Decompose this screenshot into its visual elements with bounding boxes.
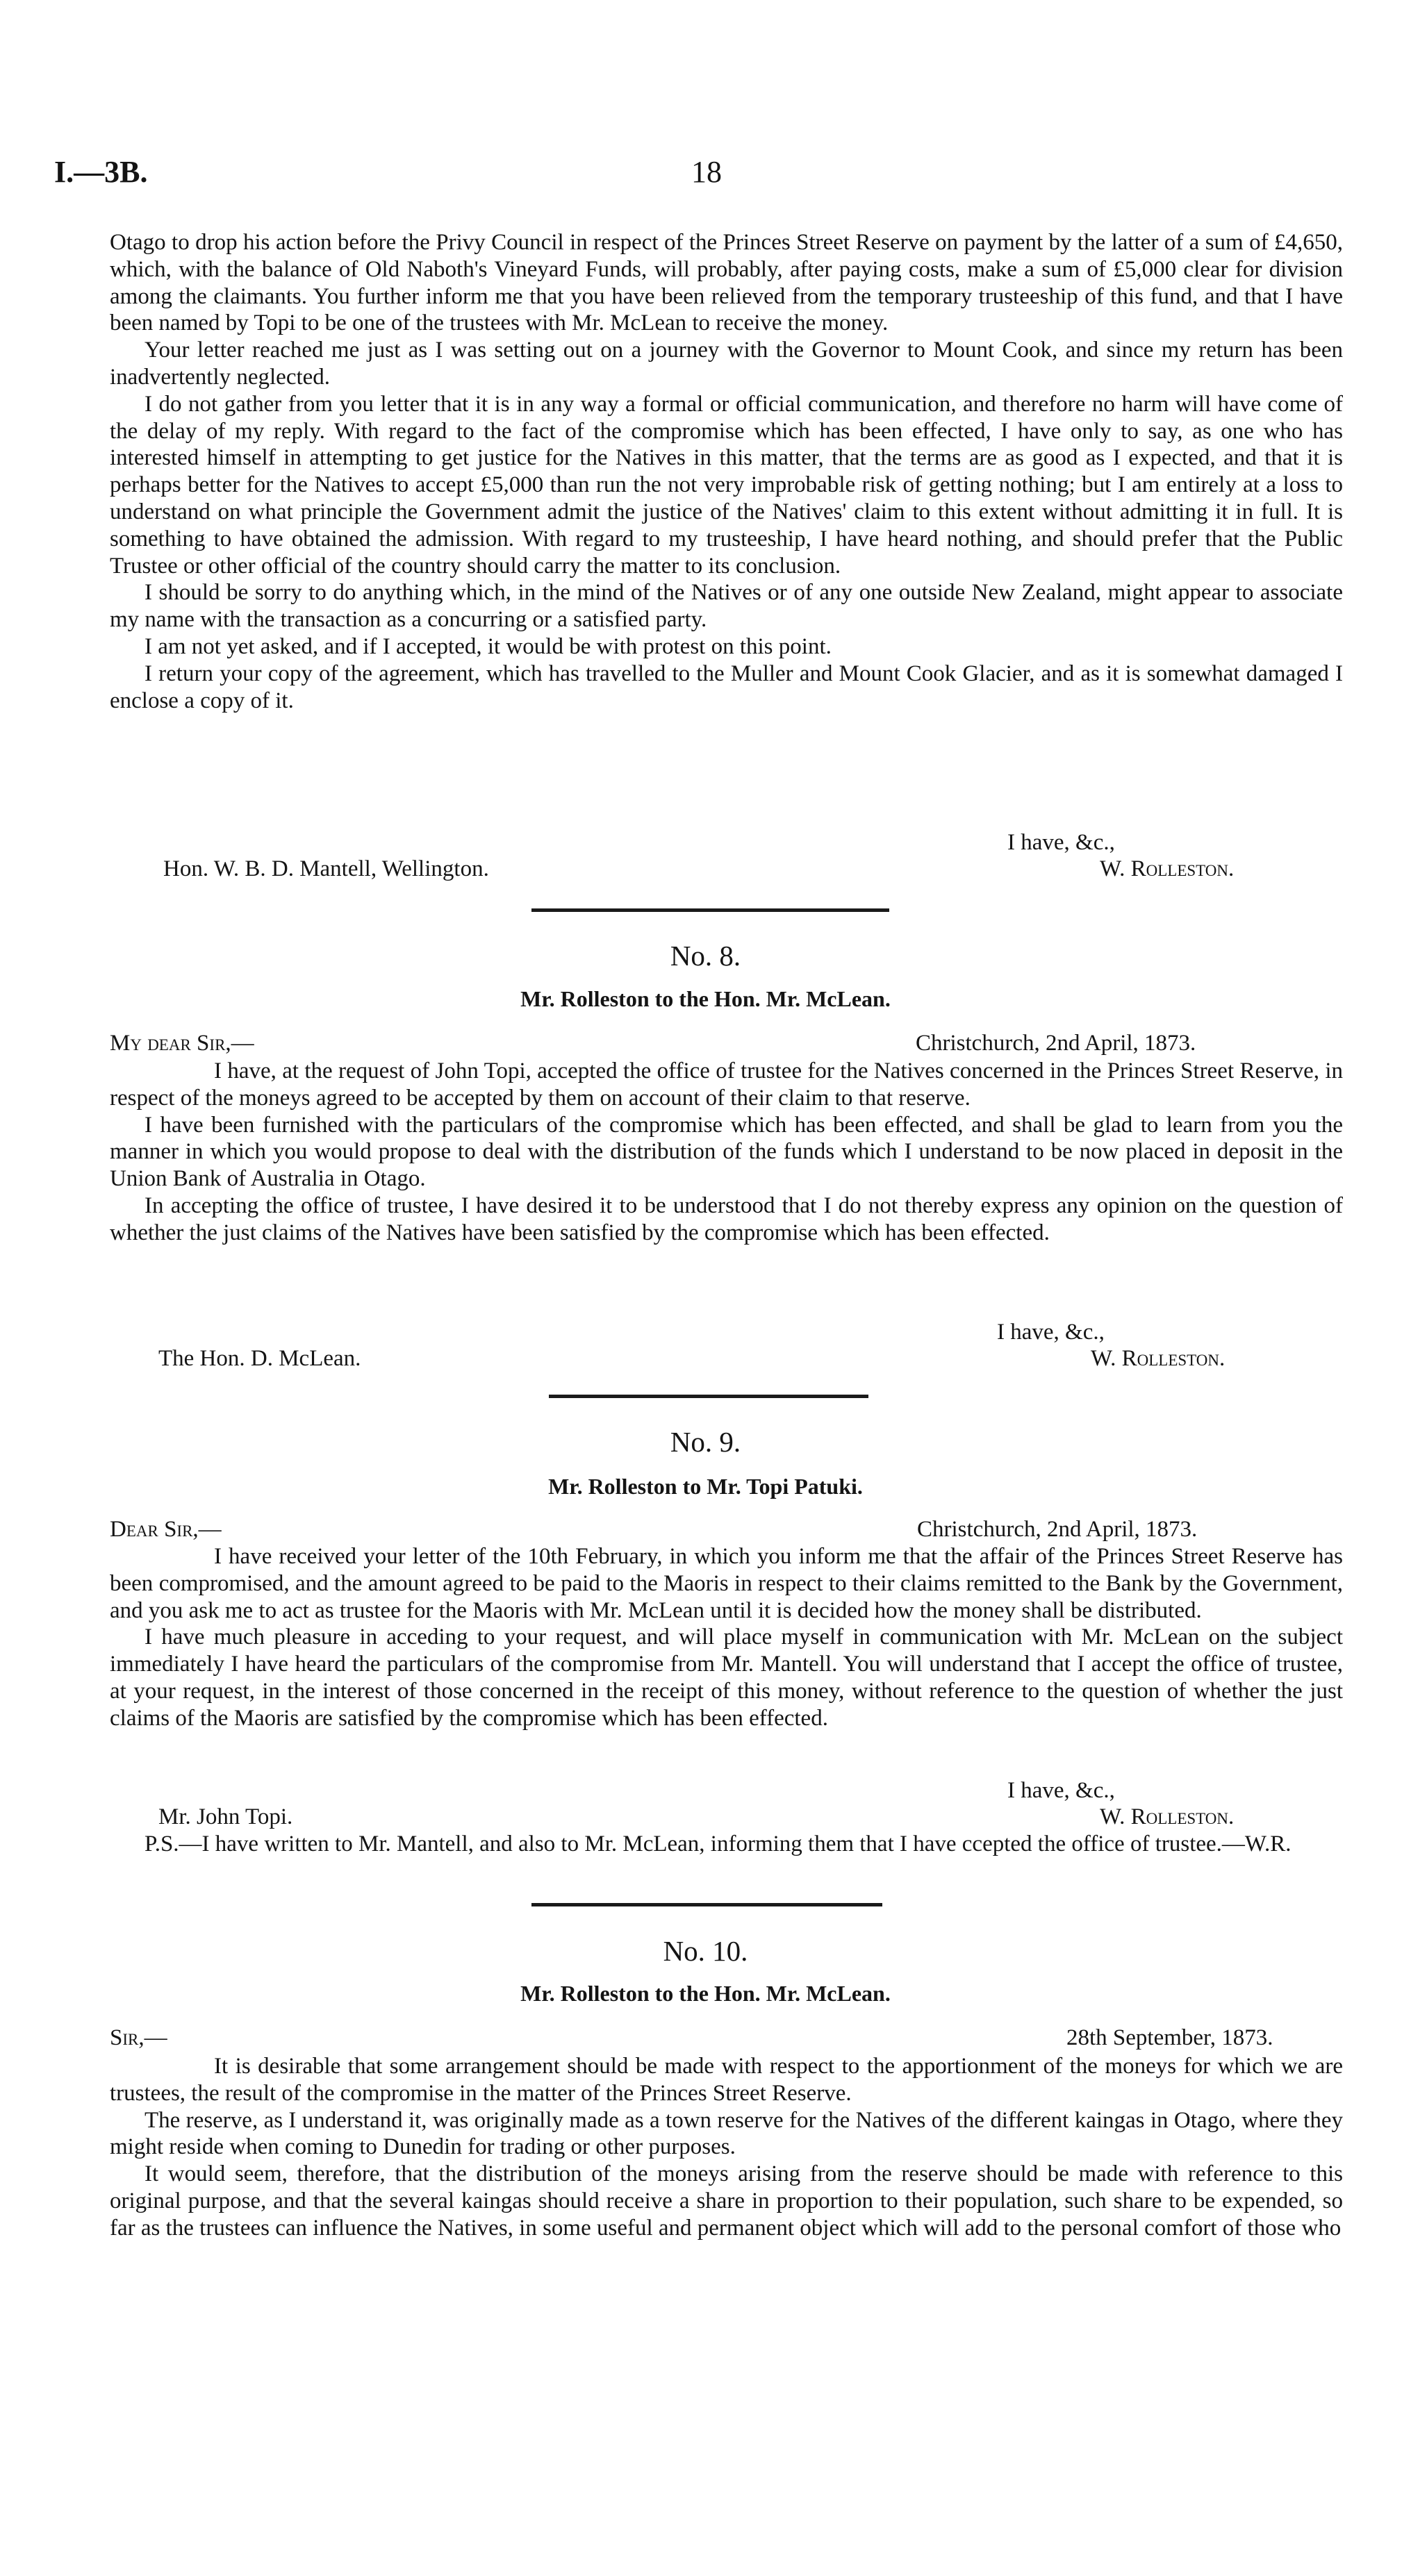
place-date: Christchurch, 2nd April, 1873. xyxy=(917,1517,1198,1542)
paragraph: P.S.—I have written to Mr. Mantell, and also to Mr. McLean, informing them that I have ccepted the office of trustee.—W.R. xyxy=(145,1831,1292,1856)
salutation: Sir,— xyxy=(110,2025,167,2050)
signature: W. Rolleston. xyxy=(1100,856,1235,881)
closing: I have, &c., xyxy=(1007,1778,1115,1803)
place-date: Christchurch, 2nd April, 1873. xyxy=(916,1031,1196,1056)
section-divider xyxy=(531,1903,882,1906)
salutation: My dear Sir,— xyxy=(110,1031,254,1056)
letter-9-body xyxy=(110,1543,1343,1732)
salutation: Dear Sir,— xyxy=(110,1517,222,1542)
signature: W. Rolleston. xyxy=(1100,1804,1235,1829)
letter-number: No. 9. xyxy=(670,1426,741,1458)
closing: I have, &c., xyxy=(997,1320,1105,1345)
recipient: Hon. W. B. D. Mantell, Wellington. xyxy=(163,856,489,881)
letter-date: 28th September, 1873. xyxy=(1066,2025,1273,2050)
closing: I have, &c., xyxy=(1007,830,1115,855)
page-number: 18 xyxy=(691,155,722,189)
paragraph: It would seem, therefore, that the distribution of the moneys arising from the reserve should be made with reference to this original purpose, and that the several kaingas should receive a share in proportion to their population, such share to be expended, so far as the trustees can influence the Natives, in some useful and permanent object which will add to the personal comfort of those who xyxy=(110,2161,1343,2241)
letter-8-body xyxy=(110,1058,1343,1247)
letter-title: Mr. Rolleston to the Hon. Mr. McLean. xyxy=(520,1981,891,2006)
letter-10-body xyxy=(110,2053,1343,2242)
recipient: The Hon. D. McLean. xyxy=(158,1346,361,1371)
paragraph: I have, at the request of John Topi, accepted the office of trustee for the Natives concerned in the Princes Street Reserve, in respect of the moneys agreed to be accepted by them on account of their claim to that reserve. xyxy=(110,1058,1343,1111)
paragraph: I do not gather from you letter that it is in any way a formal or official communication, and therefore no harm will have come of the delay of my reply. With regard to the fact of the compromise which has been effected, I have only to say, as one who has interested himself in attempting to get justice for the Natives in this matter, that the terms are as good as I expected, and that it is perhaps better for the Natives to accept £5,000 than run the not very improbable risk of getting nothing; but I am entirely at a loss to understand on what principle the Government admit the justice of the Natives' claim to this extent without admitting it in full. It is something to have obtained the admission. With regard to my trusteeship, I have heard nothing, and should prefer that the Public Trustee or other official of the country should carry the matter to its conclusion. xyxy=(110,391,1343,579)
paragraph: I am not yet asked, and if I accepted, it would be with protest on this point. xyxy=(145,633,832,659)
paragraph: I have been furnished with the particulars of the compromise which has been effected, and shall be glad to learn from you the manner in which you would propose to deal with the distribution of the funds which I understand to be now placed in deposit in the Union Bank of Australia in Otago. xyxy=(110,1112,1343,1192)
section-divider xyxy=(531,908,889,912)
paragraph: Your letter reached me just as I was setting out on a journey with the Governor to Mount Cook, and since my return has been inadvertently neglected. xyxy=(110,338,1343,390)
paragraph: It is desirable that some arrangement should be made with respect to the apportionment of the moneys for which we are trustees, the result of the compromise in the matter of the Princes Street Reserve. xyxy=(110,2054,1343,2106)
section-divider xyxy=(549,1395,868,1398)
paragraph: I have much pleasure in acceding to your request, and will place myself in communication with Mr. McLean on the subject immediately I have heard the particulars of the compromise from Mr. Mantell. You will understand that I accept the office of trustee, at your request, in the interest of those concerned in the receipt of this money, without reference to the question of whether the just claims of the Maoris are satisfied by the compromise which has been effected. xyxy=(110,1624,1343,1731)
letter-7-body xyxy=(110,229,1343,714)
signature: W. Rolleston. xyxy=(1091,1346,1226,1371)
paragraph: I return your copy of the agreement, which has travelled to the Muller and Mount Cook Glacier, and as it is somewhat damaged I enclose a copy of it. xyxy=(110,660,1343,713)
postscript xyxy=(110,1831,1343,1858)
paragraph: Otago to drop his action before the Privy Council in respect of the Princes Street Reserve on payment by the latter of a sum of £4,650, which, with the balance of Old Naboth's Vineyard Funds, will probably, after paying costs, make a sum of £5,000 clear for division among the claimants. You further inform me that you have been relieved from the temporary trusteeship of this fund, and that I have been named by Topi to be one of the trustees with Mr. McLean to receive the money. xyxy=(110,230,1343,336)
paragraph: I should be sorry to do anything which, in the mind of the Natives or of any one outside New Zealand, might appear to associate my name with the transaction as a concurring or a satisfied party. xyxy=(110,580,1343,633)
letter-number: No. 8. xyxy=(670,940,741,972)
document-reference: I.—3B. xyxy=(54,155,148,189)
recipient: Mr. John Topi. xyxy=(158,1804,293,1829)
letter-title: Mr. Rolleston to Mr. Topi Patuki. xyxy=(548,1474,863,1499)
letter-title: Mr. Rolleston to the Hon. Mr. McLean. xyxy=(520,986,891,1011)
paragraph: I have received your letter of the 10th February, in which you inform me that the affair of the Princes Street Reserve has been compromised, and the amount agreed to be paid to the Maoris in respect to their claims remitted to the Bank by the Government, and you ask me to act as trustee for the Maoris with Mr. McLean until it is decided how the money shall be distributed. xyxy=(110,1544,1343,1623)
letter-number: No. 10. xyxy=(663,1935,748,1967)
paragraph: The reserve, as I understand it, was originally made as a town reserve for the Natives of the different kaingas in Otago, where they might reside when coming to Dunedin for trading or other purposes. xyxy=(110,2107,1343,2160)
paragraph: In accepting the office of trustee, I have desired it to be understood that I do not thereby express any opinion on the question of whether the just claims of the Natives have been satisfied by the compromise which has been effected. xyxy=(110,1193,1343,1245)
